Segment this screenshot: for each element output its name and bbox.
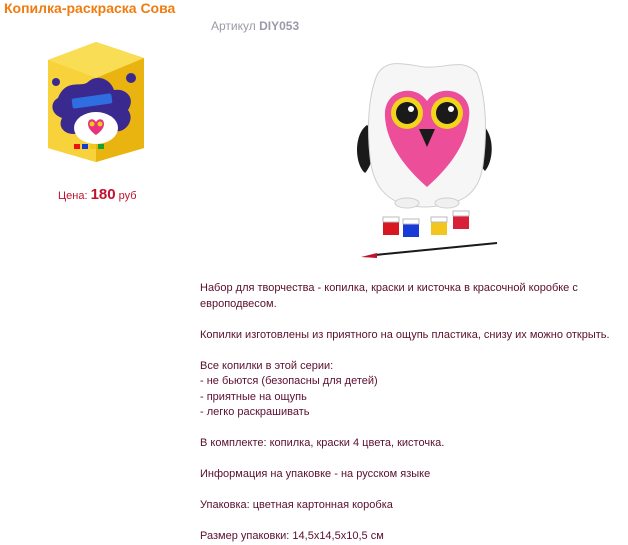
desc-bullet: - не бьются (безопасны для детей)	[200, 375, 378, 387]
price-line	[58, 186, 137, 203]
desc-bullet: - приятные на ощупь	[200, 390, 307, 403]
desc-packaging: Упаковка: цветная картонная коробка	[200, 499, 393, 511]
product-description	[200, 281, 620, 545]
price-currency: руб	[118, 190, 137, 202]
product-box-image[interactable]	[36, 38, 156, 163]
desc-material: Копилки изготовлены из приятного на ощупь пластика, снизу их можно открыть.	[200, 328, 610, 341]
desc-contents: В комплекте: копилка, краски 4 цвета, кисточка.	[200, 437, 445, 449]
desc-intro-line-1: Набор для творчества - копилка, краски и кисточка в красочной коробке с	[200, 282, 578, 294]
product-title: Копилка-раскраска Сова	[4, 0, 176, 16]
sku-label: Артикул	[211, 19, 256, 33]
desc-intro-line-2: европодвесом.	[200, 297, 277, 310]
price-label: Цена:	[58, 190, 88, 202]
desc-series-heading: Все копилки в этой серии:	[200, 359, 334, 372]
desc-bullet: - легко раскрашивать	[200, 406, 310, 418]
sku-value: DIY053	[259, 19, 300, 33]
sku-line	[211, 19, 299, 33]
desc-language: Информация на упаковке - на русском языке	[200, 468, 431, 480]
desc-package-size: Размер упаковки: 14,5х14,5х10,5 см	[200, 530, 384, 542]
owl-product-image[interactable]	[355, 55, 505, 265]
price-value: 180	[90, 186, 116, 203]
